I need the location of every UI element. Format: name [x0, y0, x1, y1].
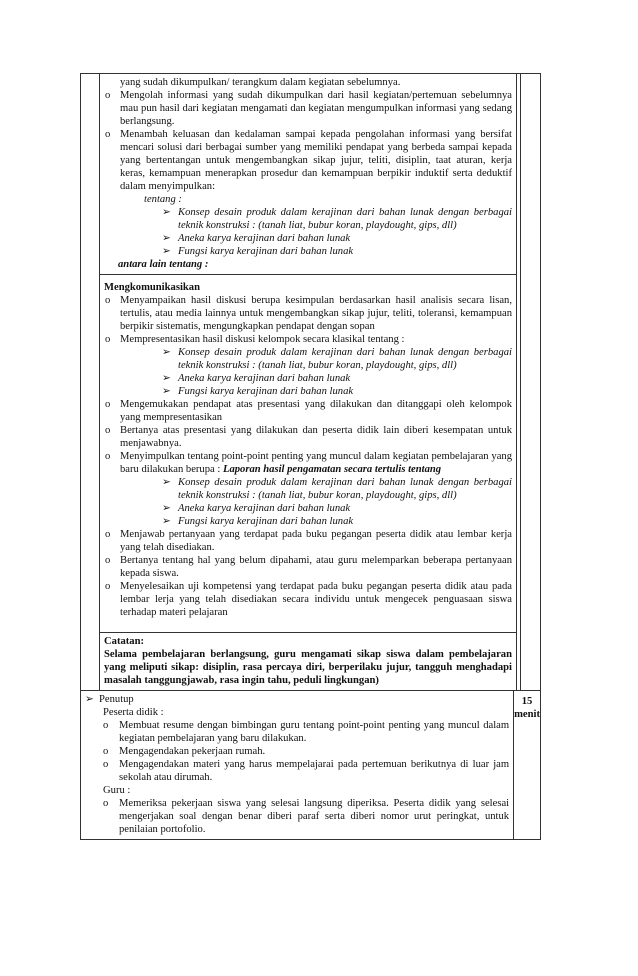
time-cell [521, 74, 540, 690]
topic-item: ➢ Fungsi karya kerajinan dari bahan lunak [162, 386, 354, 397]
bullet-icon: o [105, 334, 111, 345]
continuation-text: yang sudah dikumpulkan/ terangkum dalam kegiatan sebelumnya. [120, 77, 401, 88]
bullet-icon: o [105, 425, 111, 436]
inti-row [81, 74, 540, 691]
list-item: o Membuat resume dengan bimbingan guru tentang point-point penting yang muncul dalam kegiatan pembelajaran yang baru dilakukan. [103, 720, 510, 744]
list-item: o Menyampaikan hasil diskusi berupa kesimpulan berdasarkan hasil analisis secara lisan, tertulis, atau media lainnya untuk mengembangkan sikap jujur, teliti, toleransi, kemampuan berpikir sistematis, mengungkapkan pendapat dengan sopan [105, 295, 512, 332]
bullet-icon: o [103, 746, 109, 757]
list-item: o Mengagendakan materi yang harus mempelajarai pada pertemuan berikutnya di luar jam sekolah atau dirumah. [103, 759, 510, 783]
arrow-icon: ➢ [85, 694, 94, 705]
catatan-block [100, 633, 516, 690]
bullet-icon: o [103, 798, 109, 809]
list-item: o Menambah keluasan dan kedalaman sampai kepada pengolahan informasi yang bersifat mencari solusi dari berbagai sumber yang memiliki pendapat yang berbeda sampai kepada yang bertentangan untuk mengembangkan sikap jujur, teliti, disiplin, taat aturan, kerja keras, kemampuan menerapkan prosedur dan kemampuan berpikir induktif serta deduktif dalam menyimpulkan: [105, 129, 512, 192]
topic-item: ➢ Aneka karya kerajinan dari bahan lunak [162, 233, 351, 244]
arrow-icon: ➢ [162, 233, 171, 244]
bullet-icon: o [105, 581, 111, 592]
peserta-label: Peserta didik : [103, 707, 164, 718]
activity-cell [81, 74, 521, 690]
topic-item: ➢ Konsep desain produk dalam kerajinan dari bahan lunak dengan berbagai teknik konstruksi : (tanah liat, bubur koran, playdought, gips, dll) [162, 347, 512, 371]
tentang-label: tentang : [144, 194, 182, 205]
arrow-icon: ➢ [162, 386, 171, 397]
list-item: o Memeriksa pekerjaan siswa yang selesai langsung diperiksa. Peserta didik yang selesai mengerjakan soal dengan benar diberi paraf serta diberi nomor urut peringkat, untuk penilaian portofolio. [103, 798, 510, 835]
inner-table [99, 74, 517, 690]
section-heading: Mengkomunikasikan [104, 282, 200, 293]
arrow-icon: ➢ [162, 207, 171, 218]
guru-label: Guru : [103, 785, 131, 796]
arrow-icon: ➢ [162, 516, 171, 527]
catatan-text: Selama pembelajaran berlangsung, guru mengamati sikap siswa dalam pembelajaran yang meliputi sikap: disiplin, rasa percaya diri, berperilaku jujur, tangguh menghadapi masalah tanggungjawab, rasa ingin tahu, peduli lingkungan) [104, 649, 512, 686]
bullet-icon: o [105, 129, 111, 140]
penutup-cell [81, 691, 514, 839]
catatan-heading: Catatan: [104, 636, 145, 647]
topic-item: ➢ Aneka karya kerajinan dari bahan lunak [162, 373, 351, 384]
arrow-icon: ➢ [162, 373, 171, 384]
penutup-row [81, 691, 540, 839]
bullet-icon: o [103, 720, 109, 731]
mengolah-block [100, 74, 516, 275]
list-item: o Mengolah informasi yang sudah dikumpulkan dari hasil kegiatan/pertemuan sebelumnya mau pun hasil dari kegiatan mengamati dan kegiatan mengumpulkan informasi yang sedang berlangsung. [105, 90, 512, 127]
time-value: 15 [521, 696, 533, 707]
penutup-body [85, 706, 509, 836]
mengkomunikasikan-block [100, 275, 516, 633]
list-item: o Bertanya tentang hal yang belum dipahami, atau guru melemparkan beberapa pertanyaan kepada siswa. [105, 555, 512, 579]
arrow-icon: ➢ [162, 503, 171, 514]
lesson-plan-table [80, 73, 541, 840]
list-item: o Mengemukakan pendapat atas presentasi yang dilakukan dan ditanggapi oleh kelompok yang mempresentasikan [105, 399, 512, 423]
list-item: o Menyimpulkan tentang point-point penting yang muncul dalam kegiatan pembelajaran yang baru dilakukan berupa : Laporan hasil pengamatan secara tertulis tentang [105, 451, 512, 475]
topic-item: ➢ Konsep desain produk dalam kerajinan dari bahan lunak dengan berbagai teknik konstruksi : (tanah liat, bubur koran, playdought, gips, dll) [162, 207, 512, 231]
time-cell [514, 691, 540, 839]
list-item: o Menyelesaikan uji kompetensi yang terdapat pada buku pegangan peserta didik atau pada lembar lerja yang telah disediakan secara individu untuk mengecek penguasaan siswa terhadap materi pelajaran [105, 581, 512, 618]
bullet-icon: o [103, 759, 109, 770]
list-item: o Mengagendakan pekerjaan rumah. [103, 746, 266, 757]
list-item: o Mempresentasikan hasil diskusi kelompok secara klasikal tentang : [105, 334, 405, 345]
time-unit: menit [514, 709, 540, 720]
list-item: o Bertanya atas presentasi yang dilakukan dan peserta didik lain diberi kesempatan untuk menjawabnya. [105, 425, 512, 449]
bullet-icon: o [105, 399, 111, 410]
bullet-icon: o [105, 295, 111, 306]
arrow-icon: ➢ [162, 347, 171, 358]
bullet-icon: o [105, 555, 111, 566]
list-item: o Menjawab pertanyaan yang terdapat pada buku pegangan peserta didik atau lembar kerja yang telah disediakan. [105, 529, 512, 553]
topic-item: ➢ Konsep desain produk dalam kerajinan dari bahan lunak dengan berbagai teknik konstruksi : (tanah liat, bubur koran, playdought, gips, dll) [162, 477, 512, 501]
laporan-emphasis: Laporan hasil pengamatan secara tertulis tentang [222, 464, 442, 475]
bullet-icon: o [105, 529, 111, 540]
arrow-icon: ➢ [162, 246, 171, 257]
bullet-icon: o [105, 451, 111, 462]
arrow-icon: ➢ [162, 477, 171, 488]
penutup-heading: ➢ Penutup [85, 694, 134, 705]
topic-item: ➢ Fungsi karya kerajinan dari bahan lunak [162, 246, 354, 257]
bullet-icon: o [105, 90, 111, 101]
topic-item: ➢ Fungsi karya kerajinan dari bahan lunak [162, 516, 354, 527]
topic-item: ➢ Aneka karya kerajinan dari bahan lunak [162, 503, 351, 514]
antara-label: antara lain tentang : [118, 259, 209, 270]
